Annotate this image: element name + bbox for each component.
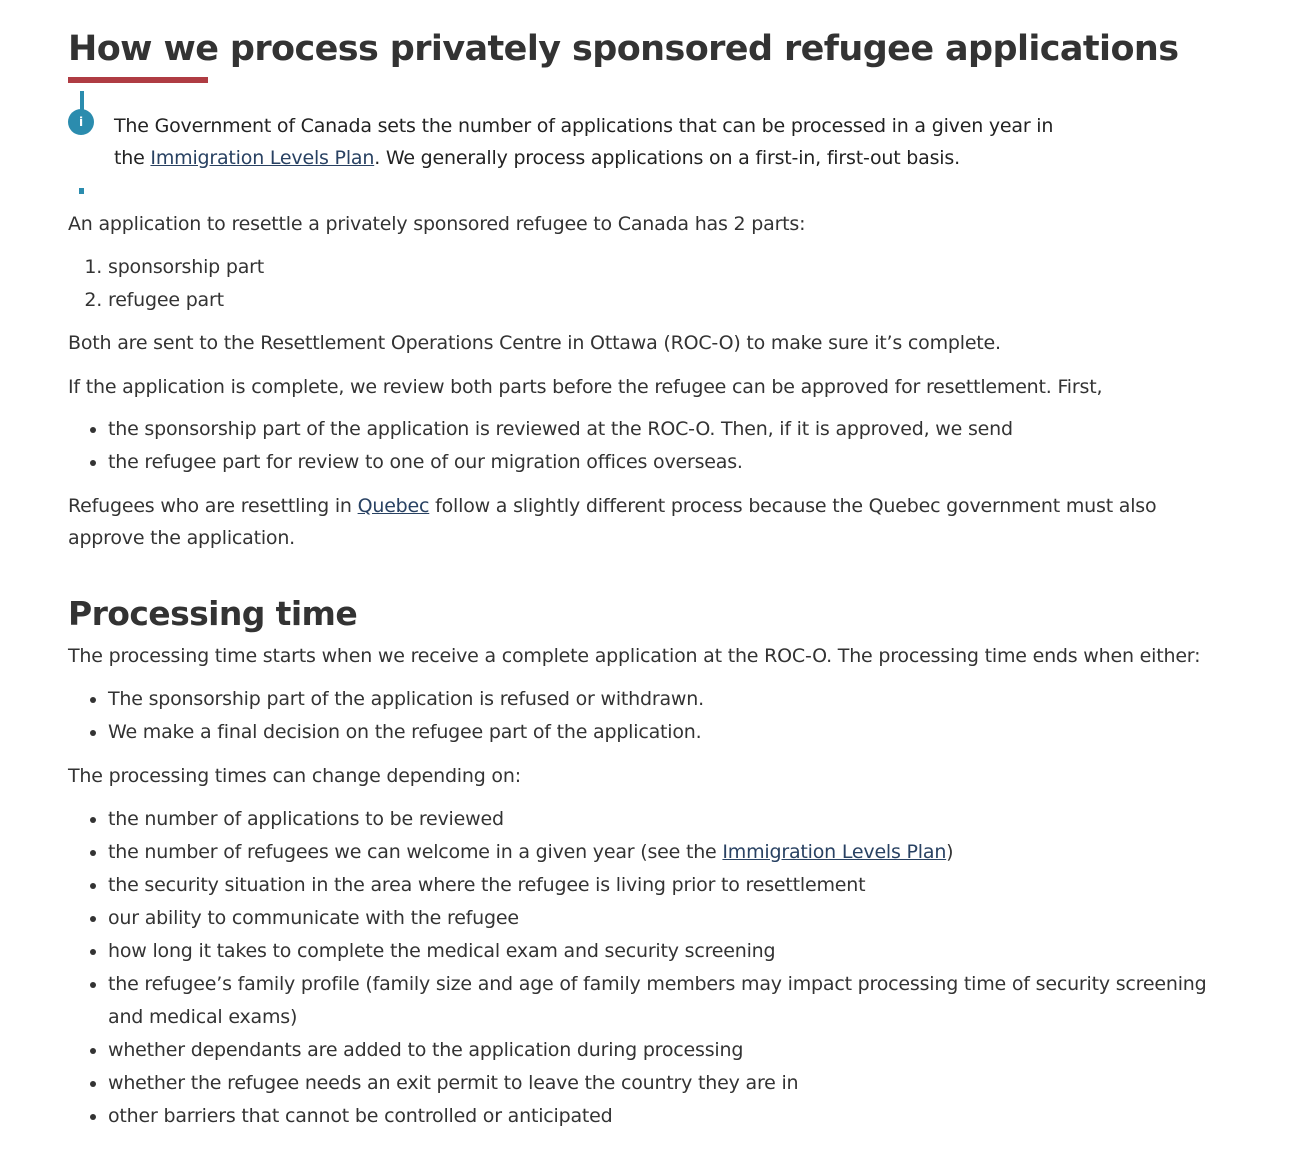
list-item: • whether the refugee needs an exit permit to leave the country they are in — [108, 1067, 1232, 1100]
list-item: • the number of applications to be reviewed — [108, 803, 1232, 836]
list-item: • the refugee part for review to one of our migration offices overseas. — [108, 446, 1232, 479]
info-alert — [68, 91, 1232, 195]
list-item: • the sponsorship part of the application is reviewed at the ROC-O. Then, if it is approved, we send — [108, 413, 1232, 446]
info-icon: i — [68, 109, 94, 135]
list-item: • other barriers that cannot be controlled or anticipated — [108, 1100, 1232, 1133]
application-parts-list — [68, 251, 1232, 317]
factor-text-after: ) — [946, 841, 954, 863]
alert-accent-bar — [80, 91, 84, 111]
immigration-levels-plan-link[interactable]: Immigration Levels Plan — [150, 147, 375, 169]
list-item: • the security situation in the area where the refugee is living prior to resettlement — [108, 869, 1232, 902]
list-item: • how long it takes to complete the medical exam and security screening — [108, 935, 1232, 968]
processing-time-heading: Processing time — [68, 594, 358, 633]
review-steps-list — [68, 413, 1232, 479]
quebec-text-after: follow a slightly different process because the Quebec government must also approve the application. — [68, 495, 1157, 549]
if-complete-paragraph: If the application is complete, we review both parts before the refugee can be approved for resettlement. First, — [68, 376, 1103, 398]
list-item: • We make a final decision on the refugee part of the application. — [108, 716, 1232, 749]
quebec-paragraph — [68, 490, 1232, 554]
list-item: • whether dependants are added to the application during processing — [108, 1034, 1232, 1067]
factor-text-before: the number of refugees we can welcome in a given year (see the — [108, 841, 723, 863]
quebec-link[interactable]: Quebec — [357, 495, 430, 517]
alert-accent-bar-bottom — [79, 188, 84, 194]
intro-paragraph: An application to resettle a privately sponsored refugee to Canada has 2 parts: — [68, 213, 806, 235]
page-title: How we process privately sponsored refugee applications — [68, 29, 1179, 69]
processing-end-list — [68, 683, 1232, 749]
list-item: 2. refugee part — [108, 284, 1232, 317]
change-intro-paragraph: The processing times can change depending on: — [68, 765, 521, 787]
alert-text-after: . We generally process applications on a first-in, first-out basis. — [374, 147, 960, 169]
alert-text-before: The Government of Canada sets the number of applications that can be processed in a given year in the — [114, 115, 1054, 169]
immigration-levels-plan-link-2[interactable]: Immigration Levels Plan — [722, 841, 947, 863]
list-item: • The sponsorship part of the application is refused or withdrawn. — [108, 683, 1232, 716]
list-item: 1. sponsorship part — [108, 251, 1232, 284]
list-item — [108, 836, 1232, 869]
both-sent-paragraph: Both are sent to the Resettlement Operations Centre in Ottawa (ROC-O) to make sure it’s complete. — [68, 332, 1001, 354]
title-underline — [68, 77, 208, 83]
list-item: • the refugee’s family profile (family size and age of family members may impact processing time of security screening and medical exams) — [108, 968, 1232, 1034]
alert-text — [114, 110, 1074, 174]
list-item: • our ability to communicate with the refugee — [108, 902, 1232, 935]
processing-intro-paragraph: The processing time starts when we receive a complete application at the ROC-O. The processing time ends when either: — [68, 645, 1201, 667]
processing-factors-list — [68, 803, 1232, 1133]
quebec-text-before: Refugees who are resettling in — [68, 495, 358, 517]
